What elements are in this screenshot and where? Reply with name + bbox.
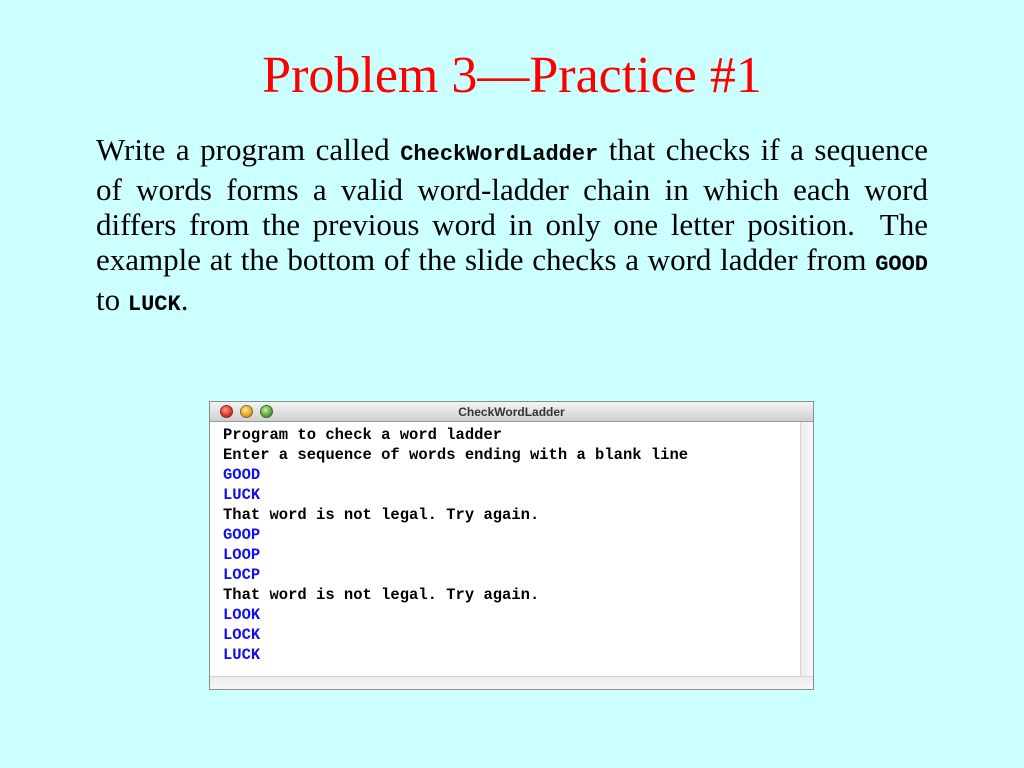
description-text-4: .	[180, 282, 189, 317]
horizontal-scrollbar[interactable]	[210, 676, 813, 689]
console-window	[209, 401, 814, 690]
console-line: Program to check a word ladder	[223, 426, 503, 444]
console-line: LOCK	[223, 626, 261, 644]
window-title: CheckWordLadder	[458, 405, 565, 419]
vertical-scrollbar[interactable]	[800, 422, 813, 676]
console-line: LOCP	[223, 566, 261, 584]
description-text-3: to	[96, 282, 128, 317]
console-output[interactable]	[210, 422, 800, 676]
description-text-1: Write a program called	[96, 132, 401, 167]
console-line: GOOP	[223, 526, 261, 544]
end-word: LUCK	[127, 292, 181, 317]
start-word: GOOD	[875, 252, 928, 277]
slide-title: Problem 3—Practice #1	[262, 47, 762, 104]
console-line: LUCK	[223, 486, 261, 504]
description-text-2: that checks if a sequence of words forms a valid word-ladder chain in which each word differs from the previous word in only one letter position. The example at the bottom of the slide checks a word ladder from	[96, 132, 929, 277]
problem-description	[96, 132, 928, 322]
window-titlebar[interactable]	[210, 402, 813, 422]
console-line: That word is not legal. Try again.	[223, 586, 540, 604]
console-line: GOOD	[223, 466, 261, 484]
console-line: LOOK	[223, 606, 261, 624]
console-line: That word is not legal. Try again.	[223, 506, 540, 524]
program-name: CheckWordLadder	[400, 142, 599, 167]
console-line: LOOP	[223, 546, 261, 564]
console-line: LUCK	[223, 646, 261, 664]
console-line: Enter a sequence of words ending with a blank line	[223, 446, 689, 464]
